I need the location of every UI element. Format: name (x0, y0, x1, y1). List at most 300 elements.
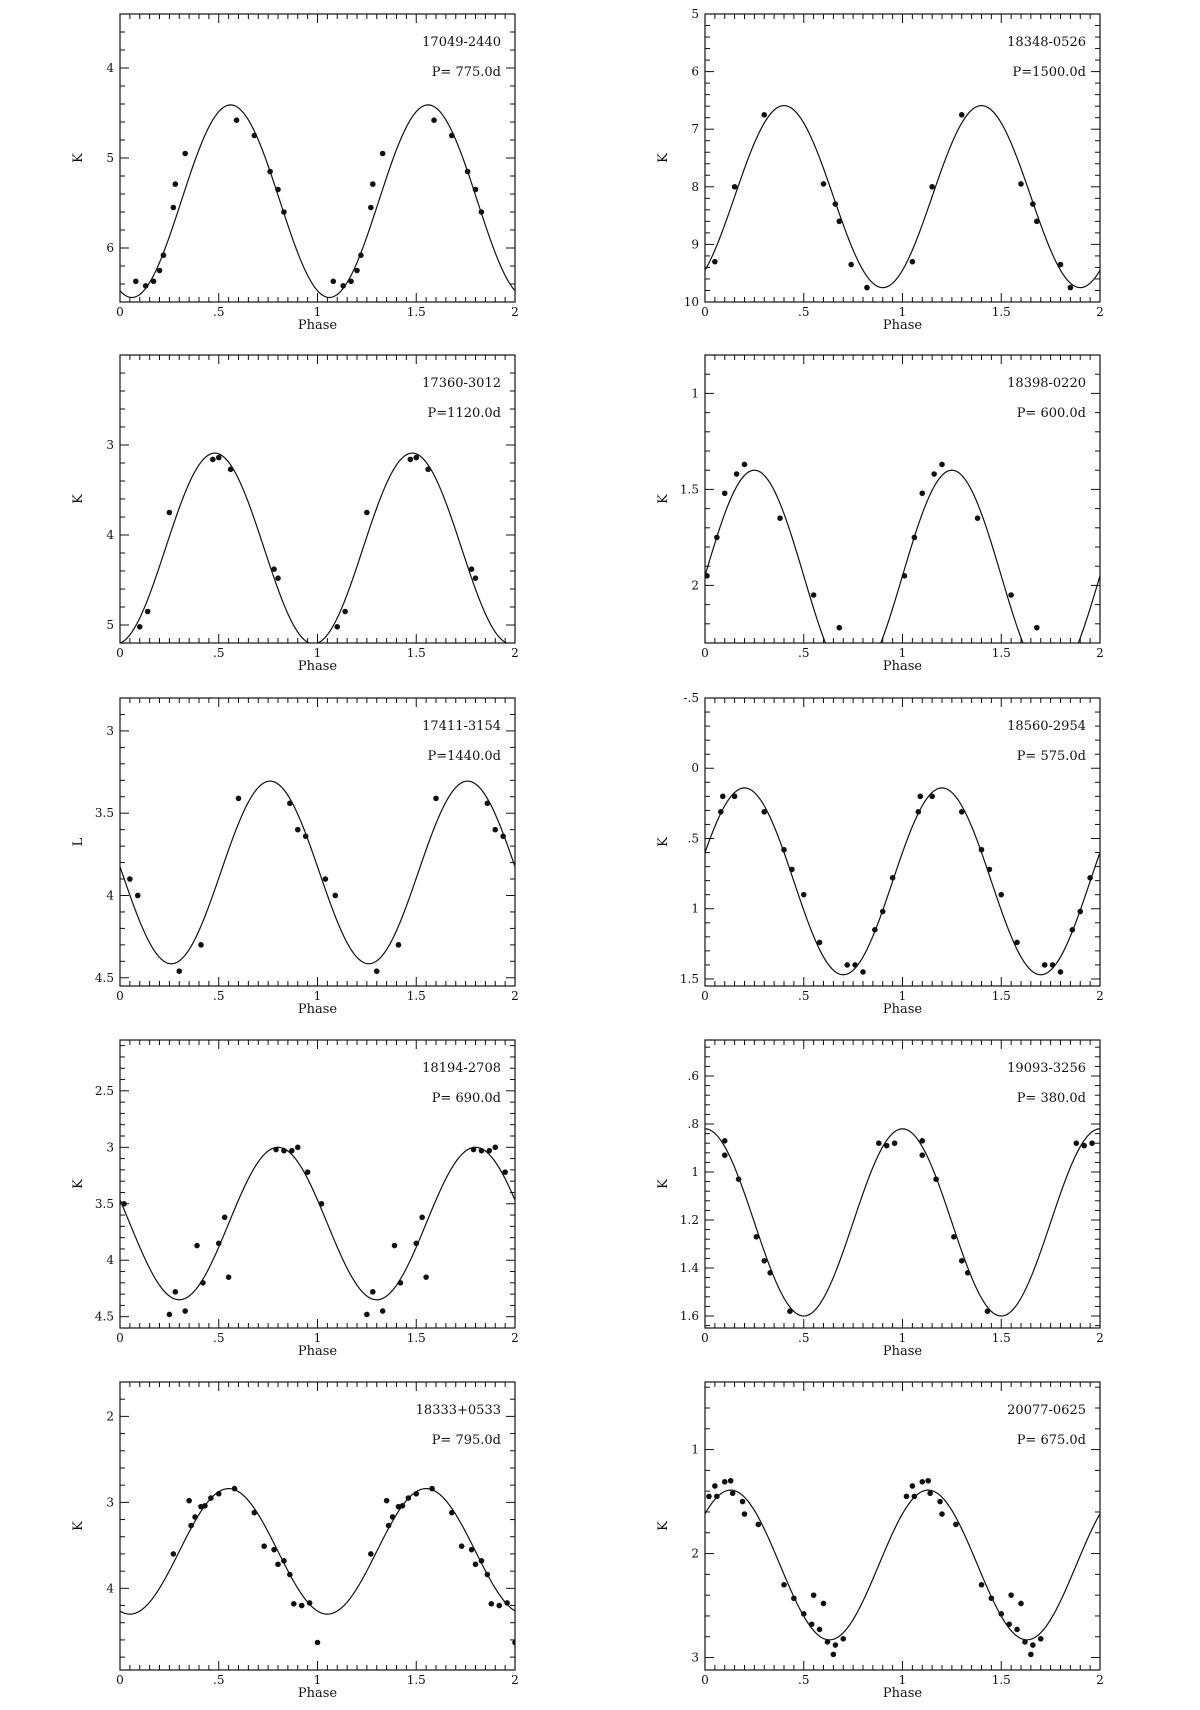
plot-frame (705, 698, 1100, 986)
data-point (939, 1511, 945, 1517)
x-tick-label: 1 (313, 1673, 322, 1687)
data-point (354, 268, 360, 274)
data-point (252, 133, 258, 139)
data-point (714, 535, 720, 541)
data-point (777, 515, 783, 521)
data-point (939, 462, 945, 468)
x-axis-label: Phase (882, 1686, 923, 1701)
data-point (323, 876, 329, 882)
x-tick-label: 1 (313, 305, 322, 319)
star-id-label: 20077-0625 (1007, 1403, 1086, 1418)
x-axis-label: Phase (297, 1686, 338, 1701)
data-point (485, 1572, 491, 1578)
data-point (919, 1479, 925, 1485)
data-point (216, 455, 222, 461)
data-point (1030, 1642, 1036, 1648)
data-point (390, 1514, 396, 1520)
data-point (281, 1148, 287, 1154)
data-point (315, 1640, 321, 1646)
x-tick-label: 0 (116, 646, 124, 660)
data-point (479, 1148, 485, 1154)
data-point (370, 1289, 376, 1295)
data-point (504, 1600, 510, 1606)
data-point (392, 1243, 398, 1249)
x-axis-label: Phase (297, 1002, 338, 1017)
data-point (161, 252, 167, 258)
data-point (712, 1483, 718, 1489)
light-curve-panel (656, 1040, 1104, 1359)
data-point (965, 1270, 971, 1276)
star-id-label: 18348-0526 (1007, 35, 1086, 50)
data-point (904, 1494, 910, 1500)
x-tick-label: 1 (898, 1673, 907, 1687)
data-point (186, 1498, 192, 1504)
data-point (959, 112, 965, 118)
data-point (937, 1499, 943, 1505)
data-point (1074, 1140, 1080, 1146)
y-tick-label: 5 (106, 618, 114, 632)
data-point (706, 1494, 712, 1500)
y-tick-label: 1 (691, 1442, 699, 1457)
plot-frame (120, 355, 515, 643)
data-point (143, 283, 149, 289)
data-point (380, 1308, 386, 1314)
data-point (380, 151, 386, 157)
data-point (1034, 625, 1040, 631)
fit-curve (705, 1490, 1100, 1640)
data-point (825, 1639, 831, 1645)
data-point (712, 259, 718, 265)
y-tick-label: 3.5 (94, 1196, 114, 1211)
data-point (998, 892, 1004, 898)
x-tick-label: .5 (798, 989, 810, 1003)
y-tick-label: 9 (691, 237, 699, 252)
x-tick-label: 1 (313, 646, 322, 660)
y-tick-label: 0 (691, 761, 699, 776)
fit-curve (120, 105, 515, 298)
x-tick-label: 2 (1096, 1673, 1104, 1687)
x-axis-label: Phase (882, 1002, 923, 1017)
x-tick-label: 1.5 (991, 305, 1011, 319)
data-point (919, 1138, 925, 1144)
plot-frame (705, 355, 1100, 643)
data-point (872, 927, 878, 933)
data-point (489, 1601, 495, 1607)
data-point (334, 624, 340, 630)
data-point (787, 1308, 793, 1314)
x-tick-label: 1.5 (406, 305, 426, 319)
data-point (342, 609, 348, 615)
plot-frame (705, 1040, 1100, 1328)
x-tick-label: 0 (701, 305, 709, 319)
y-axis-label: L (71, 837, 86, 847)
data-point (469, 566, 475, 572)
y-tick-label: 4 (106, 528, 114, 542)
data-point (275, 187, 281, 193)
data-point (232, 1486, 238, 1492)
data-point (173, 1289, 179, 1295)
data-point (396, 942, 402, 948)
star-id-label: 17411-3154 (422, 719, 501, 734)
data-point (281, 1558, 287, 1564)
period-label: P= 775.0d (431, 65, 501, 80)
data-point (413, 1240, 419, 1246)
star-id-label: 19093-3256 (1007, 1061, 1086, 1076)
data-point (1058, 969, 1064, 975)
x-axis-label: Phase (882, 1344, 923, 1359)
y-tick-label: 3 (106, 1495, 114, 1510)
data-point (1008, 1592, 1014, 1598)
light-curve-panel (71, 355, 519, 674)
data-point (1034, 219, 1040, 225)
data-point (151, 279, 157, 285)
x-tick-label: 2 (511, 305, 519, 319)
data-point (919, 1152, 925, 1158)
data-point (465, 169, 471, 175)
data-point (734, 471, 740, 477)
y-tick-label: .6 (687, 1069, 699, 1083)
y-axis-label: K (71, 1521, 86, 1531)
x-tick-label: 1.5 (406, 1331, 426, 1345)
data-point (722, 1138, 728, 1144)
period-label: P= 600.0d (1016, 406, 1086, 421)
data-point (171, 205, 177, 211)
y-tick-label: 1 (691, 901, 699, 916)
y-tick-label: 4 (106, 1253, 114, 1268)
data-point (469, 1547, 475, 1553)
data-point (368, 1551, 374, 1557)
data-point (844, 962, 850, 968)
fit-curve (120, 1489, 515, 1614)
y-tick-label: 3 (106, 1140, 114, 1155)
data-point (145, 609, 151, 615)
y-tick-label: 3 (691, 1650, 699, 1665)
data-point (761, 112, 767, 118)
data-point (959, 1258, 965, 1264)
data-point (1089, 1140, 1095, 1146)
y-tick-label: 4.5 (94, 970, 114, 985)
data-point (1087, 875, 1093, 881)
x-tick-label: .5 (213, 989, 225, 1003)
fit-curve (705, 106, 1100, 288)
y-tick-label: 1 (691, 1165, 699, 1179)
data-point (473, 575, 479, 581)
data-point (271, 566, 277, 572)
data-point (951, 1234, 957, 1240)
data-point (176, 968, 182, 974)
y-tick-label: 1.6 (679, 1309, 699, 1323)
plot-frame (120, 1382, 515, 1670)
period-label: P= 380.0d (1016, 1091, 1086, 1106)
data-point (413, 1491, 419, 1497)
data-point (1028, 1652, 1034, 1658)
data-point (1008, 592, 1014, 598)
light-curve-panel (71, 1382, 519, 1701)
data-point (781, 847, 787, 853)
data-point (252, 1510, 258, 1516)
data-point (384, 1498, 390, 1504)
light-curve-panel (656, 1382, 1104, 1701)
y-tick-label: 5 (691, 7, 699, 21)
x-axis-label: Phase (297, 659, 338, 674)
data-point (998, 1611, 1004, 1617)
data-point (281, 209, 287, 215)
data-point (459, 1543, 465, 1549)
data-point (500, 833, 506, 839)
y-tick-label: 4.5 (94, 1309, 114, 1324)
data-point (989, 1595, 995, 1601)
data-point (368, 205, 374, 211)
period-label: P= 575.0d (1016, 749, 1086, 764)
data-point (479, 209, 485, 215)
data-point (374, 968, 380, 974)
y-tick-label: 1 (691, 386, 699, 401)
data-point (210, 457, 216, 463)
data-point (449, 133, 455, 139)
x-tick-label: 1 (898, 305, 907, 319)
x-tick-label: 2 (511, 646, 519, 660)
fit-curve (120, 781, 515, 964)
data-point (271, 1547, 277, 1553)
light-curve-panel (656, 7, 1104, 333)
y-axis-label: K (71, 153, 86, 163)
data-point (307, 1600, 313, 1606)
y-tick-label: 1.2 (679, 1213, 699, 1227)
data-point (714, 1494, 720, 1500)
data-point (485, 801, 491, 807)
data-point (740, 1499, 746, 1505)
data-point (348, 279, 354, 285)
data-point (809, 1621, 815, 1627)
data-point (1070, 927, 1076, 933)
data-point (742, 1511, 748, 1517)
data-point (801, 1611, 807, 1617)
x-tick-label: 2 (1096, 305, 1104, 319)
data-point (487, 1148, 493, 1154)
data-point (331, 279, 337, 285)
star-id-label: 18333+0533 (415, 1403, 501, 1418)
x-tick-label: 0 (701, 989, 709, 1003)
data-point (732, 794, 738, 800)
data-point (370, 181, 376, 187)
data-point (167, 510, 173, 516)
x-tick-label: 1.5 (406, 646, 426, 660)
star-id-label: 18194-2708 (422, 1061, 501, 1076)
x-tick-label: 0 (701, 1673, 709, 1687)
data-point (756, 1522, 762, 1528)
x-axis-label: Phase (297, 318, 338, 333)
data-point (919, 490, 925, 496)
data-point (222, 1215, 228, 1221)
plot-frame (705, 14, 1100, 302)
data-point (754, 1234, 760, 1240)
data-point (216, 1491, 222, 1497)
data-point (295, 827, 301, 833)
x-tick-label: 0 (116, 989, 124, 1003)
x-tick-label: 1.5 (406, 989, 426, 1003)
data-point (273, 1147, 279, 1153)
data-point (291, 1601, 297, 1607)
data-point (979, 1582, 985, 1588)
data-point (704, 573, 710, 579)
data-point (400, 1503, 406, 1509)
data-point (931, 471, 937, 477)
data-point (781, 1582, 787, 1588)
data-point (200, 1280, 206, 1286)
data-point (811, 592, 817, 598)
data-point (287, 1572, 293, 1578)
x-tick-label: 2 (511, 1331, 519, 1345)
data-point (429, 1486, 435, 1492)
x-axis-label: Phase (882, 318, 923, 333)
data-point (864, 285, 870, 291)
data-point (761, 1258, 767, 1264)
data-point (722, 490, 728, 496)
x-tick-label: .5 (213, 1331, 225, 1345)
data-point (419, 1215, 425, 1221)
star-id-label: 18398-0220 (1007, 376, 1086, 391)
data-point (1081, 1143, 1087, 1149)
x-tick-label: 2 (1096, 646, 1104, 660)
data-point (848, 262, 854, 268)
data-point (398, 1280, 404, 1286)
data-point (173, 181, 179, 187)
y-tick-label: 2 (106, 1409, 114, 1424)
data-point (728, 1478, 734, 1484)
data-point (1058, 262, 1064, 268)
x-tick-label: 1.5 (991, 1331, 1011, 1345)
data-point (340, 283, 346, 289)
data-point (208, 1495, 214, 1501)
y-tick-label: 1.5 (679, 971, 699, 986)
y-tick-label: 3 (106, 723, 114, 738)
y-axis-label: K (71, 494, 86, 504)
data-point (722, 1152, 728, 1158)
y-tick-label: .5 (687, 831, 699, 846)
data-point (127, 876, 133, 882)
data-point (821, 1601, 827, 1607)
data-point (732, 184, 738, 190)
period-label: P=1440.0d (427, 749, 501, 764)
data-point (876, 1140, 882, 1146)
data-point (287, 801, 293, 807)
star-id-label: 17360-3012 (422, 376, 501, 391)
period-label: P=1500.0d (1012, 65, 1086, 80)
data-point (413, 455, 419, 461)
data-point (473, 187, 479, 193)
y-axis-label: K (656, 1179, 671, 1189)
data-point (192, 1514, 198, 1520)
data-point (817, 1627, 823, 1633)
data-point (767, 1270, 773, 1276)
x-tick-label: .5 (213, 305, 225, 319)
light-curve-panel (71, 1040, 519, 1359)
data-point (137, 624, 143, 630)
x-tick-label: 2 (1096, 989, 1104, 1003)
data-point (364, 1312, 370, 1318)
data-point (860, 969, 866, 975)
data-point (473, 1561, 479, 1567)
data-point (1050, 962, 1056, 968)
data-point (959, 809, 965, 815)
data-point (912, 1494, 918, 1500)
data-point (801, 892, 807, 898)
light-curve-panel (656, 355, 1104, 681)
data-point (303, 833, 309, 839)
data-point (171, 1551, 177, 1557)
data-point (275, 1561, 281, 1567)
x-tick-label: 0 (701, 646, 709, 660)
data-point (449, 1510, 455, 1516)
light-curve-panel (71, 698, 519, 1017)
fit-curve (120, 1147, 515, 1299)
data-point (837, 625, 843, 631)
data-point (929, 184, 935, 190)
x-tick-label: 1 (313, 1331, 322, 1345)
y-tick-label: 8 (691, 179, 699, 194)
x-tick-label: 1.5 (991, 646, 1011, 660)
x-tick-label: .5 (798, 646, 810, 660)
data-point (933, 1176, 939, 1182)
x-tick-label: 0 (116, 1673, 124, 1687)
y-tick-label: 6 (691, 64, 699, 79)
data-point (1018, 181, 1024, 187)
data-point (492, 827, 498, 833)
data-point (912, 535, 918, 541)
y-tick-label: 2 (691, 578, 699, 593)
y-tick-label: 6 (106, 241, 114, 255)
x-tick-label: .5 (213, 646, 225, 660)
x-tick-label: 0 (701, 1331, 709, 1345)
data-point (496, 1603, 502, 1609)
x-tick-label: 1.5 (406, 1673, 426, 1687)
data-point (1077, 909, 1083, 915)
x-tick-label: 2 (1096, 1331, 1104, 1345)
data-point (1022, 1639, 1028, 1645)
y-tick-label: 3.5 (94, 806, 114, 821)
x-axis-label: Phase (882, 659, 923, 674)
y-tick-label: 5 (106, 151, 114, 165)
data-point (833, 201, 839, 207)
y-axis-label: K (656, 153, 671, 163)
data-point (194, 1243, 200, 1249)
data-point (502, 1169, 508, 1175)
data-point (236, 796, 242, 802)
data-point (167, 1312, 173, 1318)
data-point (925, 1478, 931, 1484)
data-point (975, 515, 981, 521)
data-point (512, 1640, 518, 1646)
y-axis-label: K (656, 837, 671, 847)
data-point (198, 942, 204, 948)
data-point (289, 1148, 295, 1154)
data-point (916, 809, 922, 815)
data-point (471, 1147, 477, 1153)
data-point (433, 796, 439, 802)
x-tick-label: .5 (798, 1331, 810, 1345)
data-point (358, 252, 364, 258)
data-point (226, 1274, 232, 1280)
y-tick-label: 1.4 (679, 1261, 699, 1275)
x-tick-label: 0 (116, 1331, 124, 1345)
plot-frame (120, 1040, 515, 1328)
period-label: P= 690.0d (431, 1091, 501, 1106)
plot-frame (705, 1382, 1100, 1670)
data-point (840, 1636, 846, 1642)
data-point (121, 1201, 127, 1207)
data-point (1014, 1627, 1020, 1633)
y-tick-label: 2 (691, 1546, 699, 1561)
